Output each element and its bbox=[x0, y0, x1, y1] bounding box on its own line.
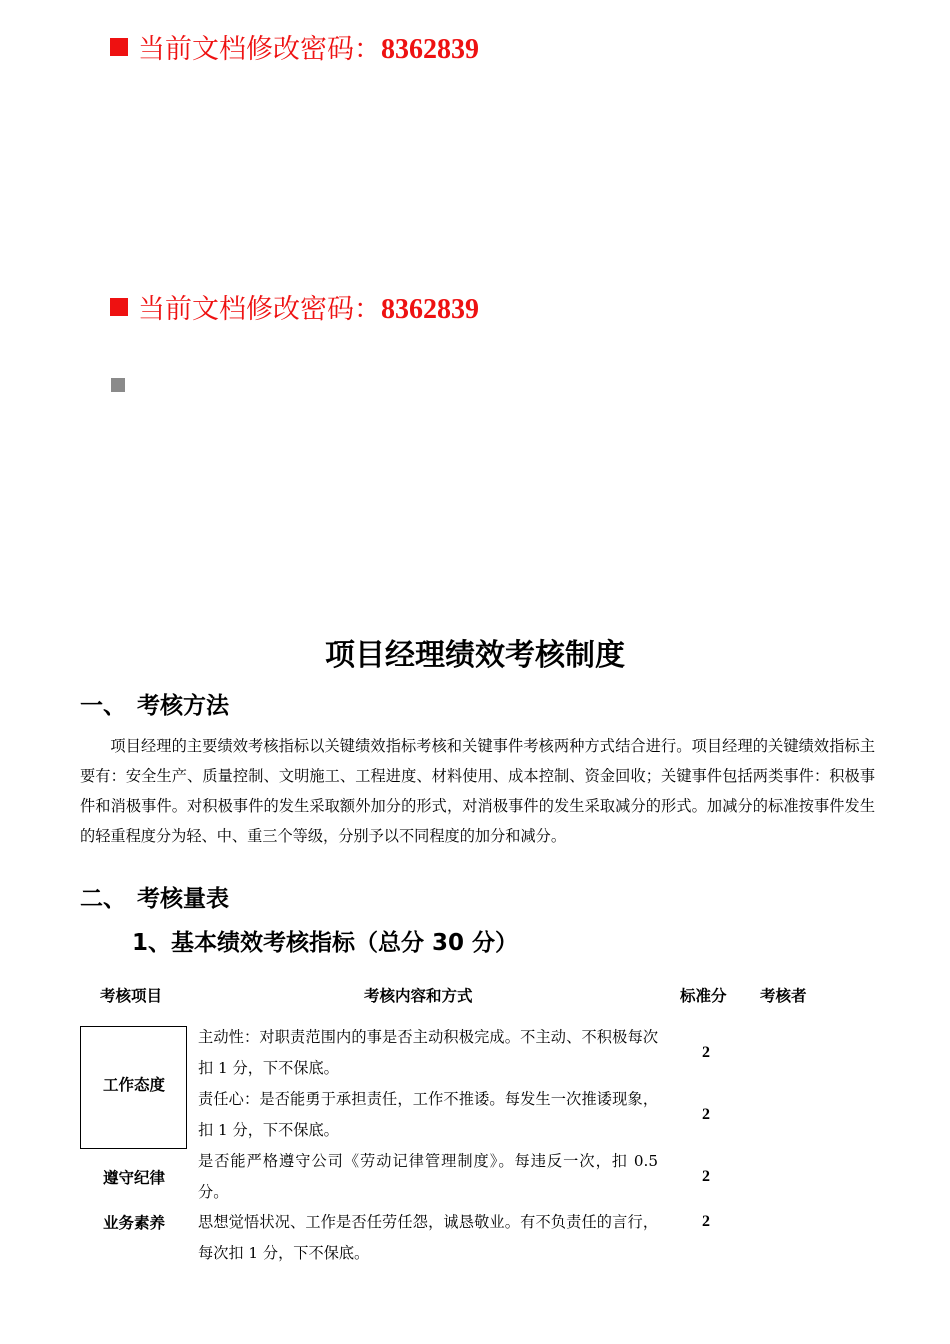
password-notice-2 bbox=[110, 290, 479, 330]
category-discipline: 遵守纪律 bbox=[102, 1169, 165, 1187]
table-header-score: 标准分 bbox=[680, 987, 727, 1005]
category-work-attitude: 工作态度 bbox=[102, 1076, 165, 1094]
table-row-score: 2 bbox=[702, 1213, 710, 1230]
section-number: 二、 bbox=[80, 886, 126, 912]
gray-square-bullet-icon bbox=[111, 378, 125, 392]
table-row-score: 2 bbox=[702, 1044, 710, 1061]
password-code: 8362839 bbox=[381, 294, 479, 325]
section-number: 一、 bbox=[80, 693, 126, 719]
table-header-assessor: 考核者 bbox=[760, 987, 807, 1005]
table-header-content: 考核内容和方式 bbox=[364, 987, 473, 1005]
subsection-heading: 1、基本绩效考核指标（总分 30 分） bbox=[132, 930, 519, 956]
table-row-score: 2 bbox=[702, 1106, 710, 1123]
table-row-content: 思想觉悟状况、工作是否任劳任怨，诚恳敬业。有不负责任的言行，每次扣 1 分，下不保底。 bbox=[198, 1213, 658, 1262]
method-paragraph: 项目经理的主要绩效考核指标以关键绩效指标考核和关键事件考核两种方式结合进行。项目经理的关键绩效指标主要有：安全生产、质量控制、文明施工、工程进度、材料使用、成本控制、资金回收；关键事件包括两类事件：积极事件和消极事件。对积极事件的发生采取额外加分的形式，对消极事件的发生采取减分的形式。加减分的标准按事件发生的轻重程度分为轻、中、重三个等级，分别予以不同程度的加分和减分。 bbox=[80, 737, 875, 845]
red-square-bullet-icon bbox=[110, 298, 128, 316]
red-square-bullet-icon bbox=[110, 38, 128, 56]
password-code: 8362839 bbox=[381, 34, 479, 65]
password-label: 当前文档修改密码： bbox=[138, 34, 381, 65]
category-professional-quality: 业务素养 bbox=[102, 1214, 165, 1232]
document-title: 项目经理绩效考核制度 bbox=[325, 638, 625, 673]
password-label: 当前文档修改密码： bbox=[138, 294, 381, 325]
section-title: 考核方法 bbox=[137, 693, 229, 719]
table-row-content: 主动性：对职责范围内的事是否主动积极完成。不主动、不积极每次扣 1 分，下不保底。 bbox=[198, 1028, 658, 1077]
table-row-score: 2 bbox=[702, 1168, 710, 1185]
table-header-item: 考核项目 bbox=[100, 987, 163, 1005]
section-heading-2 bbox=[80, 883, 229, 915]
password-notice-1 bbox=[110, 30, 479, 70]
table-row-content: 是否能严格遵守公司《劳动记律管理制度》。每违反一次，扣 0.5 分。 bbox=[198, 1152, 658, 1201]
table-row-content: 责任心：是否能勇于承担责任，工作不推诿。每发生一次推诿现象，扣 1 分，下不保底。 bbox=[198, 1090, 658, 1139]
section-heading-1 bbox=[80, 690, 229, 722]
section-title: 考核量表 bbox=[137, 886, 229, 912]
